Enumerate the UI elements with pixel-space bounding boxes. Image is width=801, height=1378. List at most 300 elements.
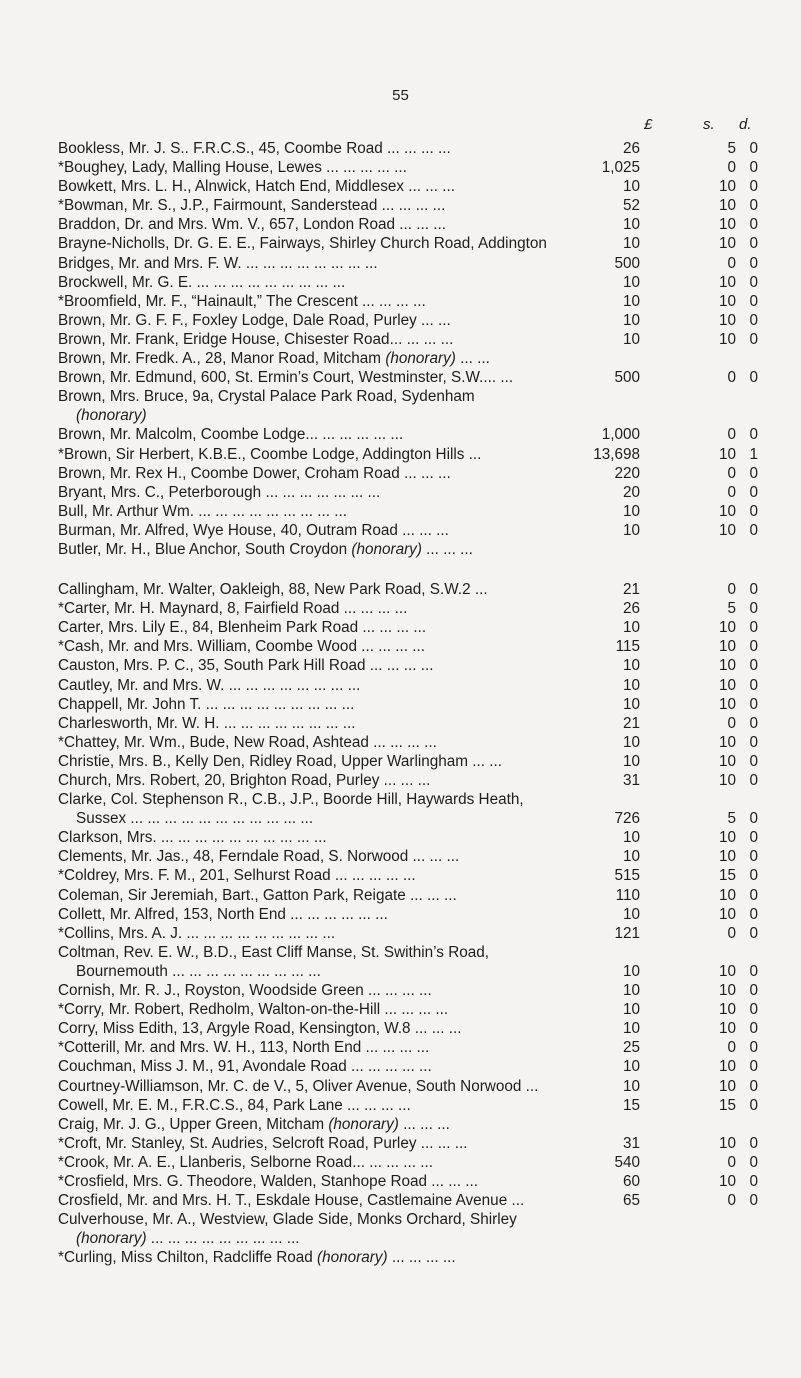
list-item	[58, 580, 758, 599]
donation-amount	[608, 406, 758, 425]
list-item	[58, 828, 758, 847]
list-item	[58, 676, 758, 695]
subscriber-name	[58, 981, 432, 1000]
subscriber-text: Bridges, Mr. and Mrs. F. W. ... ... ... ... ... ... ... ...	[58, 254, 378, 272]
donation-amount	[608, 1248, 758, 1267]
subscriber-text: *Carter, Mr. H. Maynard, 8, Fairfield Road ... ... ... ...	[58, 600, 408, 618]
pounds-value: 10	[622, 657, 640, 675]
pounds-value: 52	[622, 197, 640, 215]
subscriber-text: Brown, Mrs. Bruce, 9a, Crystal Palace Park Road, Sydenham	[58, 388, 475, 406]
list-item	[58, 847, 758, 866]
subscriber-name	[58, 733, 437, 752]
pounds-value: 10	[622, 905, 640, 923]
pounds-value: 10	[622, 330, 640, 348]
subscriber-name	[58, 540, 473, 559]
pounds-value: 10	[622, 619, 640, 637]
pence-value: 0	[749, 772, 758, 789]
honorary-label: (honorary)	[76, 1230, 147, 1248]
list-item	[58, 483, 758, 502]
list-item	[58, 1115, 758, 1134]
donation-amount	[608, 1096, 758, 1115]
pence-value: 0	[749, 752, 758, 770]
list-item	[58, 637, 758, 656]
pounds-value: 21	[622, 581, 640, 599]
list-item	[58, 387, 758, 406]
donation-amount	[608, 886, 758, 905]
subscriber-text: Cautley, Mr. and Mrs. W. ... ... ... ... ... ... ... ...	[58, 676, 361, 694]
list-item	[58, 349, 758, 368]
pence-value: 0	[749, 886, 758, 904]
subscriber-text: Brown, Mr. Rex H., Coombe Dower, Croham Road ... ... ...	[58, 464, 451, 482]
list-item	[58, 502, 758, 521]
shillings-value: 10	[718, 848, 736, 866]
pounds-value: 10	[622, 848, 640, 866]
subscriber-text: Church, Mrs. Robert, 20, Brighton Road, Purley ... ... ...	[58, 772, 431, 789]
pence-value: 0	[749, 638, 758, 656]
pounds-value: 10	[622, 1077, 640, 1095]
subscriber-text: Bowkett, Mrs. L. H., Alnwick, Hatch End, Middlesex ... ... ...	[58, 178, 456, 196]
shillings-value: 10	[718, 1172, 736, 1190]
pence-value: 0	[749, 867, 758, 885]
pence-value: 0	[749, 159, 758, 177]
pence-value: 0	[749, 1096, 758, 1114]
subscriber-text: Bryant, Mrs. C., Peterborough ... ... ... ... ... ... ...	[58, 483, 381, 501]
subscriber-name	[58, 483, 380, 502]
subscriber-text: Brown, Mr. Malcolm, Coombe Lodge... ... ... ... ... ...	[58, 426, 404, 444]
subscriber-text: Crosfield, Mr. and Mrs. H. T., Eskdale House, Castlemaine Avenue ...	[58, 1192, 525, 1210]
pence-value: 0	[749, 254, 758, 272]
list-item	[58, 1000, 758, 1019]
pence-value: 0	[749, 676, 758, 694]
shillings-value: 10	[718, 273, 736, 291]
pence-value: 0	[749, 1172, 758, 1190]
leader-dots: ... ... ...	[421, 540, 473, 558]
shillings-value: 0	[727, 426, 736, 444]
subscriber-name	[58, 1038, 429, 1057]
donation-amount	[608, 1115, 758, 1134]
pounds-value: 60	[622, 1172, 640, 1190]
donation-amount	[608, 483, 758, 502]
donation-amount	[608, 349, 758, 368]
subscriber-name	[58, 139, 451, 158]
subscriber-text: Sussex ... ... ... ... ... ... ... ... ... ... ...	[76, 810, 314, 828]
pounds-value: 10	[622, 235, 640, 253]
pounds-value: 26	[622, 140, 640, 157]
shillings-value: 10	[718, 216, 736, 234]
list-item	[58, 254, 758, 273]
pence-value: 0	[749, 235, 758, 253]
shillings-value: 10	[718, 905, 736, 923]
subscriber-name	[76, 1229, 300, 1248]
pounds-value: 10	[622, 752, 640, 770]
shillings-value: 10	[718, 1058, 736, 1076]
donation-amount	[608, 695, 758, 714]
pounds-value: 31	[622, 772, 640, 789]
pence-value: 0	[749, 1134, 758, 1152]
subscriber-text: *Curling, Miss Chilton, Radcliffe Road	[58, 1249, 313, 1267]
subscriber-name	[58, 771, 430, 790]
list-item	[58, 1210, 758, 1229]
honorary-label: (honorary)	[385, 350, 456, 368]
list-item	[58, 714, 758, 733]
pence-value: 0	[749, 292, 758, 310]
subscriber-name	[58, 1000, 448, 1019]
donation-amount	[608, 752, 758, 771]
subscriber-name	[58, 177, 455, 196]
subscriber-text: Brown, Mr. Frank, Eridge House, Chisester Road... ... ... ...	[58, 330, 454, 348]
list-item	[58, 1077, 758, 1096]
pounds-value: 726	[614, 810, 640, 828]
subscriber-name	[58, 502, 347, 521]
pounds-value: 25	[622, 1039, 640, 1057]
donation-amount	[608, 828, 758, 847]
pence-value: 0	[749, 311, 758, 329]
subscriber-text: *Croft, Mr. Stanley, St. Audries, Selcroft Road, Purley ... ... ...	[58, 1134, 468, 1152]
leader-dots: ... ... ... ... ... ... ... ... ...	[146, 1230, 300, 1248]
subscriber-name	[58, 828, 327, 847]
subscriber-name	[58, 618, 426, 637]
pounds-value: 121	[614, 924, 640, 942]
donation-amount	[608, 540, 758, 559]
list-item-continuation	[58, 1229, 758, 1248]
subscriber-text: Brockwell, Mr. G. E. ... ... ... ... ... ... ... ... ...	[58, 273, 346, 291]
subscriber-text: *Corry, Mr. Robert, Redholm, Walton-on-the-Hill ... ... ... ...	[58, 1001, 449, 1019]
subscriber-name	[58, 905, 388, 924]
subscriber-name	[76, 962, 321, 981]
subscriber-text: *Cash, Mr. and Mrs. William, Coombe Wood ... ... ... ...	[58, 638, 425, 656]
list-item	[58, 1057, 758, 1076]
shillings-value: 10	[718, 1001, 736, 1019]
donation-amount	[608, 943, 758, 962]
subscriber-text: Corry, Miss Edith, 13, Argyle Road, Kensington, W.8 ... ... ...	[58, 1020, 462, 1038]
list-item-continuation	[58, 406, 758, 425]
pence-value: 0	[749, 369, 758, 387]
pence-value: 0	[749, 1192, 758, 1210]
subscriber-name	[58, 943, 489, 962]
shillings-value: 0	[727, 369, 736, 387]
shillings-value: 10	[718, 829, 736, 847]
shillings-value: 0	[727, 464, 736, 482]
pence-value: 0	[749, 1077, 758, 1095]
pounds-value: 10	[622, 733, 640, 751]
subscriber-text: Charlesworth, Mr. W. H. ... ... ... ... ... ... ... ...	[58, 714, 356, 732]
subscriber-name	[58, 464, 451, 483]
shillings-value: 10	[718, 619, 736, 637]
shillings-value: 10	[718, 676, 736, 694]
list-item	[58, 139, 758, 158]
pounds-header: £	[644, 116, 653, 133]
section-gap	[58, 559, 758, 580]
list-item	[58, 330, 758, 349]
list-item	[58, 1096, 758, 1115]
list-item	[58, 292, 758, 311]
subscriber-text: Courtney-Williamson, Mr. C. de V., 5, Oliver Avenue, South Norwood ...	[58, 1077, 539, 1095]
donation-amount	[608, 866, 758, 885]
shillings-value: 10	[718, 235, 736, 253]
list-item	[58, 771, 758, 790]
pounds-value: 10	[622, 178, 640, 196]
shillings-value: 10	[718, 311, 736, 329]
honorary-label: (honorary)	[317, 1249, 388, 1267]
shillings-header: s.	[703, 116, 715, 133]
pounds-value: 20	[622, 483, 640, 501]
pounds-value: 26	[622, 600, 640, 618]
subscriber-text: Burman, Mr. Alfred, Wye House, 40, Outram Road ... ... ...	[58, 521, 449, 539]
subscriber-text: Craig, Mr. J. G., Upper Green, Mitcham	[58, 1115, 325, 1133]
pounds-value: 10	[622, 1001, 640, 1019]
pence-value: 0	[749, 426, 758, 444]
donation-amount	[608, 502, 758, 521]
subscriber-name	[58, 637, 425, 656]
donation-amount	[608, 1077, 758, 1096]
donation-amount	[608, 618, 758, 637]
pounds-value: 10	[622, 962, 640, 980]
pounds-value: 31	[622, 1134, 640, 1152]
subscriber-text: *Chattey, Mr. Wm., Bude, New Road, Ashtead ... ... ... ...	[58, 733, 437, 751]
shillings-value: 10	[718, 330, 736, 348]
subscriber-name	[58, 847, 459, 866]
shillings-value: 10	[718, 178, 736, 196]
subscriber-name	[58, 656, 434, 675]
shillings-value: 10	[718, 752, 736, 770]
pence-value: 0	[749, 1153, 758, 1171]
pounds-value: 10	[622, 695, 640, 713]
subscriber-name	[58, 1096, 411, 1115]
list-item	[58, 1172, 758, 1191]
pence-value: 0	[749, 714, 758, 732]
list-item	[58, 1019, 758, 1038]
pounds-value: 15	[622, 1096, 640, 1114]
donation-amount	[608, 1172, 758, 1191]
subscriber-name	[58, 445, 481, 464]
subscriber-text: *Broomfield, Mr. F., “Hainault,” The Crescent ... ... ... ...	[58, 292, 426, 310]
subscriber-name	[58, 425, 403, 444]
subscriber-text: Carter, Mrs. Lily E., 84, Blenheim Park Road ... ... ... ...	[58, 619, 427, 637]
shillings-value: 5	[727, 140, 736, 157]
shillings-value: 10	[718, 695, 736, 713]
donation-amount	[608, 905, 758, 924]
list-item	[58, 464, 758, 483]
subscriber-name	[58, 1153, 433, 1172]
subscriber-name	[58, 714, 356, 733]
list-item	[58, 234, 758, 253]
subscriber-list	[58, 139, 758, 1267]
subscriber-text: Clarkson, Mrs. ... ... ... ... ... ... ... ... ... ...	[58, 829, 327, 847]
donation-amount	[608, 177, 758, 196]
pounds-value: 220	[614, 464, 640, 482]
subscriber-name	[58, 273, 345, 292]
donation-amount	[608, 330, 758, 349]
donation-amount	[608, 254, 758, 273]
shillings-value: 10	[718, 733, 736, 751]
shillings-value: 10	[718, 1077, 736, 1095]
subscriber-text: Bournemouth ... ... ... ... ... ... ... ... ...	[76, 962, 321, 980]
donation-amount	[608, 580, 758, 599]
subscriber-name	[76, 809, 313, 828]
subscriber-name	[58, 676, 360, 695]
shillings-value: 0	[727, 714, 736, 732]
subscriber-name	[58, 387, 475, 406]
subscriber-name	[58, 924, 335, 943]
pence-value: 0	[749, 905, 758, 923]
subscriber-name	[58, 254, 378, 273]
subscriber-name	[58, 866, 416, 885]
donation-amount	[601, 425, 758, 444]
list-item	[58, 311, 758, 330]
donation-amount	[608, 1210, 758, 1229]
donation-amount	[608, 234, 758, 253]
subscriber-name	[58, 886, 457, 905]
subscriber-name	[58, 215, 446, 234]
pounds-value: 10	[622, 982, 640, 1000]
pence-value: 0	[749, 178, 758, 196]
donation-amount	[593, 445, 758, 464]
donation-amount	[608, 1038, 758, 1057]
subscriber-text: Christie, Mrs. B., Kelly Den, Ridley Road, Upper Warlingham ... ...	[58, 752, 503, 770]
donation-amount	[601, 158, 758, 177]
subscriber-text: Braddon, Dr. and Mrs. Wm. V., 657, London Road ... ... ...	[58, 216, 447, 234]
subscriber-name	[58, 695, 354, 714]
pounds-value: 500	[614, 254, 640, 272]
subscriber-name	[58, 1057, 432, 1076]
subscriber-name	[58, 790, 524, 809]
donation-amount	[608, 714, 758, 733]
donation-amount	[608, 599, 758, 618]
pounds-value: 10	[622, 521, 640, 539]
subscriber-name	[58, 1077, 538, 1096]
list-item	[58, 425, 758, 444]
donation-amount	[608, 1191, 758, 1210]
shillings-value: 10	[718, 772, 736, 789]
pounds-value: 21	[622, 714, 640, 732]
subscriber-text: *Brown, Sir Herbert, K.B.E., Coombe Lodge, Addington Hills ...	[58, 445, 482, 463]
shillings-value: 5	[727, 600, 736, 618]
list-item	[58, 981, 758, 1000]
pence-value: 0	[749, 140, 758, 157]
list-item	[58, 445, 758, 464]
donation-amount	[608, 1229, 758, 1248]
donation-amount	[608, 676, 758, 695]
pence-value: 0	[749, 1058, 758, 1076]
donation-amount	[608, 809, 758, 828]
subscriber-text: Culverhouse, Mr. A., Westview, Glade Side, Monks Orchard, Shirley	[58, 1211, 517, 1229]
subscriber-name	[58, 368, 513, 387]
list-item	[58, 733, 758, 752]
pence-value: 0	[749, 502, 758, 520]
donation-amount	[608, 962, 758, 981]
list-item	[58, 656, 758, 675]
subscriber-text: Bull, Mr. Arthur Wm. ... ... ... ... ... ... ... ... ...	[58, 502, 347, 520]
shillings-value: 10	[718, 638, 736, 656]
subscriber-name	[58, 196, 445, 215]
shillings-value: 0	[727, 924, 736, 942]
subscriber-name	[58, 311, 451, 330]
subscriber-text: Brown, Mr. Fredk. A., 28, Manor Road, Mitcham	[58, 350, 382, 368]
pence-value: 0	[749, 657, 758, 675]
subscriber-text: Coltman, Rev. E. W., B.D., East Cliff Manse, St. Swithin’s Road,	[58, 943, 490, 961]
list-item	[58, 196, 758, 215]
subscriber-text: *Crosfield, Mrs. G. Theodore, Walden, Stanhope Road ... ... ...	[58, 1172, 479, 1190]
subscriber-text: Brayne-Nicholls, Dr. G. E. E., Fairways, Shirley Church Road, Addington	[58, 235, 547, 253]
pence-value: 0	[749, 1001, 758, 1019]
list-item	[58, 886, 758, 905]
subscriber-name	[58, 1134, 468, 1153]
subscriber-name	[58, 752, 502, 771]
subscriber-name	[58, 580, 488, 599]
pence-value: 1	[749, 445, 758, 463]
pence-value: 0	[749, 216, 758, 234]
pounds-value: 1,025	[601, 159, 640, 177]
list-item	[58, 905, 758, 924]
donation-amount	[608, 1057, 758, 1076]
shillings-value: 10	[718, 886, 736, 904]
pounds-value: 10	[622, 829, 640, 847]
shillings-value: 10	[718, 1134, 736, 1152]
subscriber-text: Clarke, Col. Stephenson R., C.B., J.P., Boorde Hill, Haywards Heath,	[58, 791, 524, 809]
donation-amount	[608, 771, 758, 790]
pence-value: 0	[749, 1039, 758, 1057]
shillings-value: 10	[718, 657, 736, 675]
donation-amount	[608, 292, 758, 311]
subscriber-text: Collett, Mr. Alfred, 153, North End ... ... ... ... ... ...	[58, 905, 388, 923]
list-item	[58, 1038, 758, 1057]
subscriber-name	[58, 1172, 478, 1191]
subscriber-name	[58, 1019, 462, 1038]
donation-amount	[608, 733, 758, 752]
donation-amount	[608, 847, 758, 866]
pence-value: 0	[749, 483, 758, 501]
pence-value: 0	[749, 581, 758, 599]
page-number: 55	[392, 87, 409, 104]
pounds-value: 10	[622, 216, 640, 234]
honorary-label: (honorary)	[76, 407, 147, 425]
currency-column-headers	[0, 116, 801, 138]
donation-amount	[608, 790, 758, 809]
donation-amount	[608, 1000, 758, 1019]
list-item	[58, 273, 758, 292]
list-item-continuation	[58, 809, 758, 828]
pounds-value: 515	[614, 867, 640, 885]
pounds-value: 110	[615, 886, 640, 904]
subscriber-text: Callingham, Mr. Walter, Oakleigh, 88, New Park Road, S.W.2 ...	[58, 581, 488, 599]
list-item	[58, 943, 758, 962]
shillings-value: 0	[727, 1039, 736, 1057]
donation-amount	[608, 368, 758, 387]
subscriber-name	[76, 406, 147, 425]
pence-value: 0	[749, 924, 758, 942]
shillings-value: 10	[718, 521, 736, 539]
subscriber-name	[58, 234, 547, 253]
shillings-value: 10	[718, 445, 736, 463]
list-item	[58, 540, 758, 559]
pence-value: 0	[749, 600, 758, 618]
shillings-value: 10	[718, 502, 736, 520]
pounds-value: 10	[622, 676, 640, 694]
pence-value: 0	[749, 695, 758, 713]
shillings-value: 15	[718, 867, 736, 885]
subscriber-name	[58, 1191, 524, 1210]
pounds-value: 10	[622, 292, 640, 310]
subscriber-text: *Bowman, Mr. S., J.P., Fairmount, Sanderstead ... ... ... ...	[58, 197, 446, 215]
list-item	[58, 158, 758, 177]
pounds-value: 10	[622, 1020, 640, 1038]
subscriber-text: *Collins, Mrs. A. J. ... ... ... ... ... ... ... ... ...	[58, 924, 336, 942]
donation-amount	[608, 139, 758, 158]
donation-amount	[608, 311, 758, 330]
subscriber-text: Cowell, Mr. E. M., F.R.C.S., 84, Park Lane ... ... ... ...	[58, 1096, 411, 1114]
donation-amount	[608, 1134, 758, 1153]
donation-amount	[608, 981, 758, 1000]
